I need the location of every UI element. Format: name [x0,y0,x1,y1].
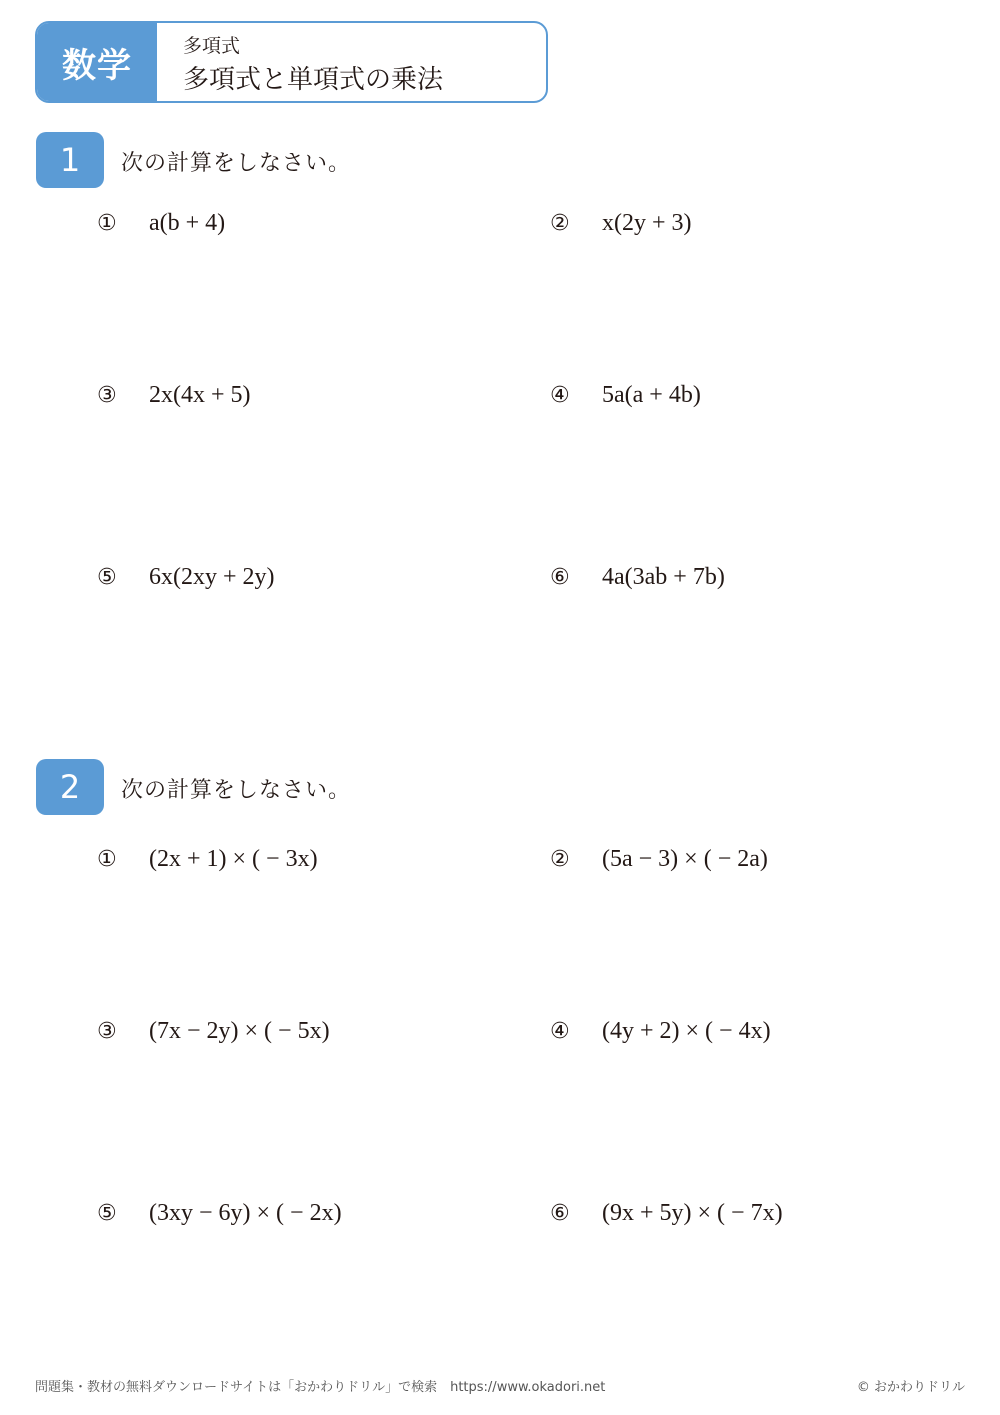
problem-expression: 2x(4x + 5) [149,382,251,408]
subject-tag: 数学 [37,23,157,101]
problem-expression: 5a(a + 4b) [602,382,701,408]
problem-1-4 [550,382,701,409]
problem-2-4 [550,1018,771,1045]
problem-expression: a(b + 4) [149,210,226,236]
worksheet-header [35,21,548,103]
problem-number: ③ [97,383,117,408]
problem-expression: (9x + 5y) × ( − 7x) [602,1200,783,1226]
problem-number: ④ [550,383,570,408]
section-1-badge: 1 [36,132,104,188]
page-title: 多項式と単項式の乗法 [183,65,444,95]
footer-copyright: © おかわりドリル [856,1380,965,1395]
problem-number: ⑤ [97,1201,117,1226]
problem-expression: (7x − 2y) × ( − 5x) [149,1018,330,1044]
problem-2-2 [550,846,768,873]
problem-2-3 [97,1018,330,1045]
problem-2-6 [550,1200,783,1227]
section-1-instruction: 次の計算をしなさい。 [121,151,352,176]
problem-1-1 [97,210,225,237]
section-2-instruction: 次の計算をしなさい。 [121,778,352,803]
problem-expression: 6x(2xy + 2y) [149,564,275,590]
problem-expression: 4a(3ab + 7b) [602,564,725,590]
problem-number: ② [550,211,570,236]
problem-number: ④ [550,1019,570,1044]
footer-site-note: 問題集・教材の無料ダウンロードサイトは「おかわりドリル」で検索 https://www.okadori.net [35,1380,606,1395]
problem-expression: (5a − 3) × ( − 2a) [602,846,768,872]
problem-number: ② [550,847,570,872]
problem-number: ⑥ [550,565,570,590]
problem-1-2 [550,210,692,237]
unit-label: 多項式 [183,35,241,57]
problem-expression: x(2y + 3) [602,210,692,236]
problem-2-1 [97,846,318,873]
problem-1-6 [550,564,725,591]
problem-expression: (2x + 1) × ( − 3x) [149,846,318,872]
problem-1-5 [97,564,275,591]
problem-number: ⑥ [550,1201,570,1226]
problem-expression: (4y + 2) × ( − 4x) [602,1018,771,1044]
problem-number: ③ [97,1019,117,1044]
section-2-badge: 2 [36,759,104,815]
problem-number: ① [97,847,117,872]
problem-expression: (3xy − 6y) × ( − 2x) [149,1200,342,1226]
problem-2-5 [97,1200,342,1227]
problem-number: ① [97,211,117,236]
problem-number: ⑤ [97,565,117,590]
problem-1-3 [97,382,251,409]
